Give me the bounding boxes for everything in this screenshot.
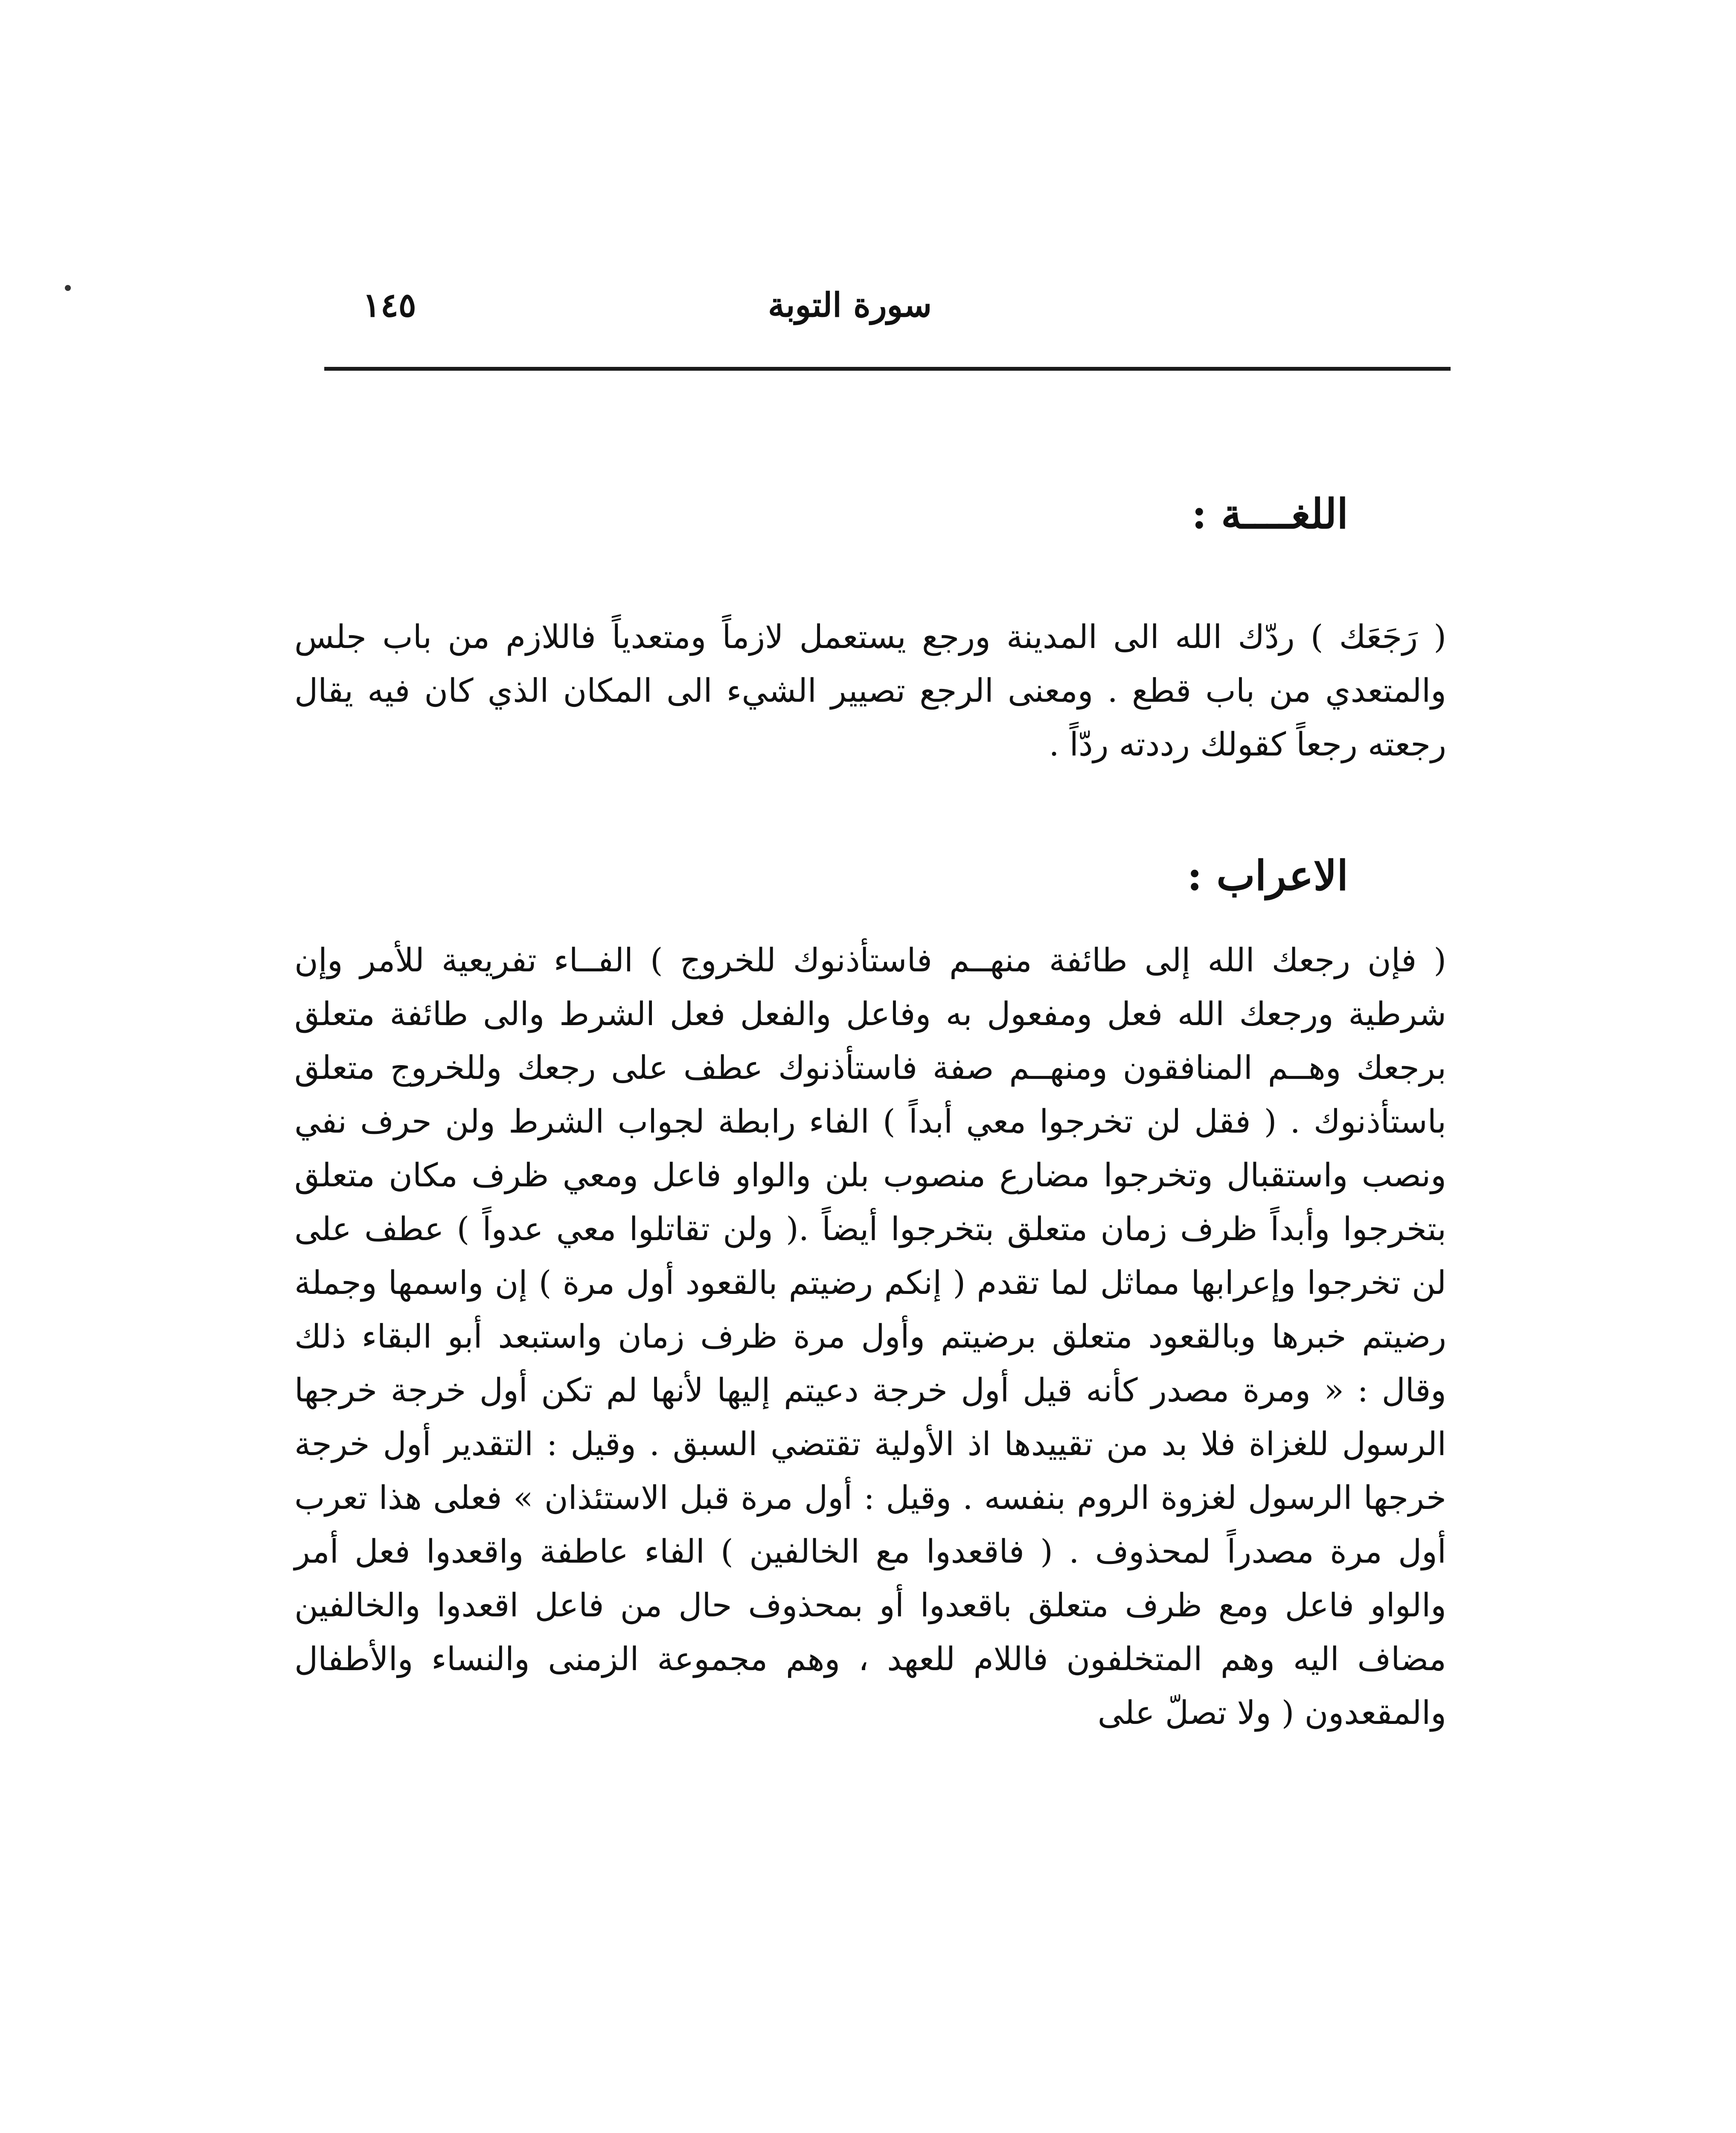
lexicon-paragraph: ( رَجَعَك ) ردّك الله الى المدينة ورجع يستعمل لازماً ومتعدياً فاللازم من باب جلس والمتعدي من باب قطع . ومعنى الرجع تصيير الشيء الى المكان الذي كان فيه يقال رجعته رجعاً كقولك رددته ردّاً .: [294, 618, 1446, 763]
spacer: [294, 546, 1446, 610]
text-column: [294, 427, 1446, 1740]
spacer: [294, 427, 1446, 482]
header-rule: [324, 367, 1451, 371]
page-number: ١٤٥: [363, 286, 416, 325]
grammar-paragraph: ( فإن رجعك الله إلى طائفة منهــم فاستأذنوك للخروج ) الفــاء تفريعية للأمر وإن شرطية ورجعك الله فعل ومفعول به وفاعل والفعل فعل الشرط والى طائفة متعلق برجعك وهــم المنافقون ومنهــم صفة فاستأذنوك عطف على رجعك وللخروج متعلق باستأذنوك . ( فقل لن تخرجوا معي أبداً ) الفاء رابطة لجواب الشرط ولن حرف نفي ونصب واستقبال وتخرجوا مضارع منصوب بلن والواو فاعل ومعي ظرف مكان متعلق بتخرجوا وأبداً ظرف زمان متعلق بتخرجوا أيضاً .( ولن تقاتلوا معي عدواً ) عطف على لن تخرجوا وإعرابها مماثل لما تقدم ( إنكم رضيتم بالقعود أول مرة ) إن واسمها وجملة رضيتم خبرها وبالقعود متعلق برضيتم وأول مرة ظرف زمان واستبعد أبو البقاء ذلك وقال : « ومرة مصدر كأنه قيل أول خرجة دعيتم إليها لأنها لم تكن أول خرجة خرجها الرسول للغزاة فلا بد من تقييدها اذ الأولية تقتضي السبق . وقيل : التقدير أول خرجة خرجها الرسول لغزوة الروم بنفسه . وقيل : أول مرة قبل الاستئذان » فعلى هذا تعرب أول مرة مصدراً لمحذوف . ( فاقعدوا مع الخالفين ) الفاء عاطفة واقعدوا فعل أمر والواو فاعل ومع ظرف متعلق باقعدوا أو بمحذوف حال من فاعل اقعدوا والخالفين مضاف اليه وهم المتخلفون فاللام للعهد ، وهم مجموعة الزمنى والنساء والأطفال والمقعدون ( ولا تصلّ على: [294, 941, 1446, 1732]
surah-title: سورة التوبة: [768, 286, 932, 325]
margin-speck: [65, 285, 71, 291]
section-heading-grammar: الاعراب :: [1187, 851, 1348, 900]
section-heading-lexicon: اللغــــة :: [1192, 490, 1348, 538]
running-header: [324, 277, 1451, 341]
spacer: [294, 771, 1446, 844]
